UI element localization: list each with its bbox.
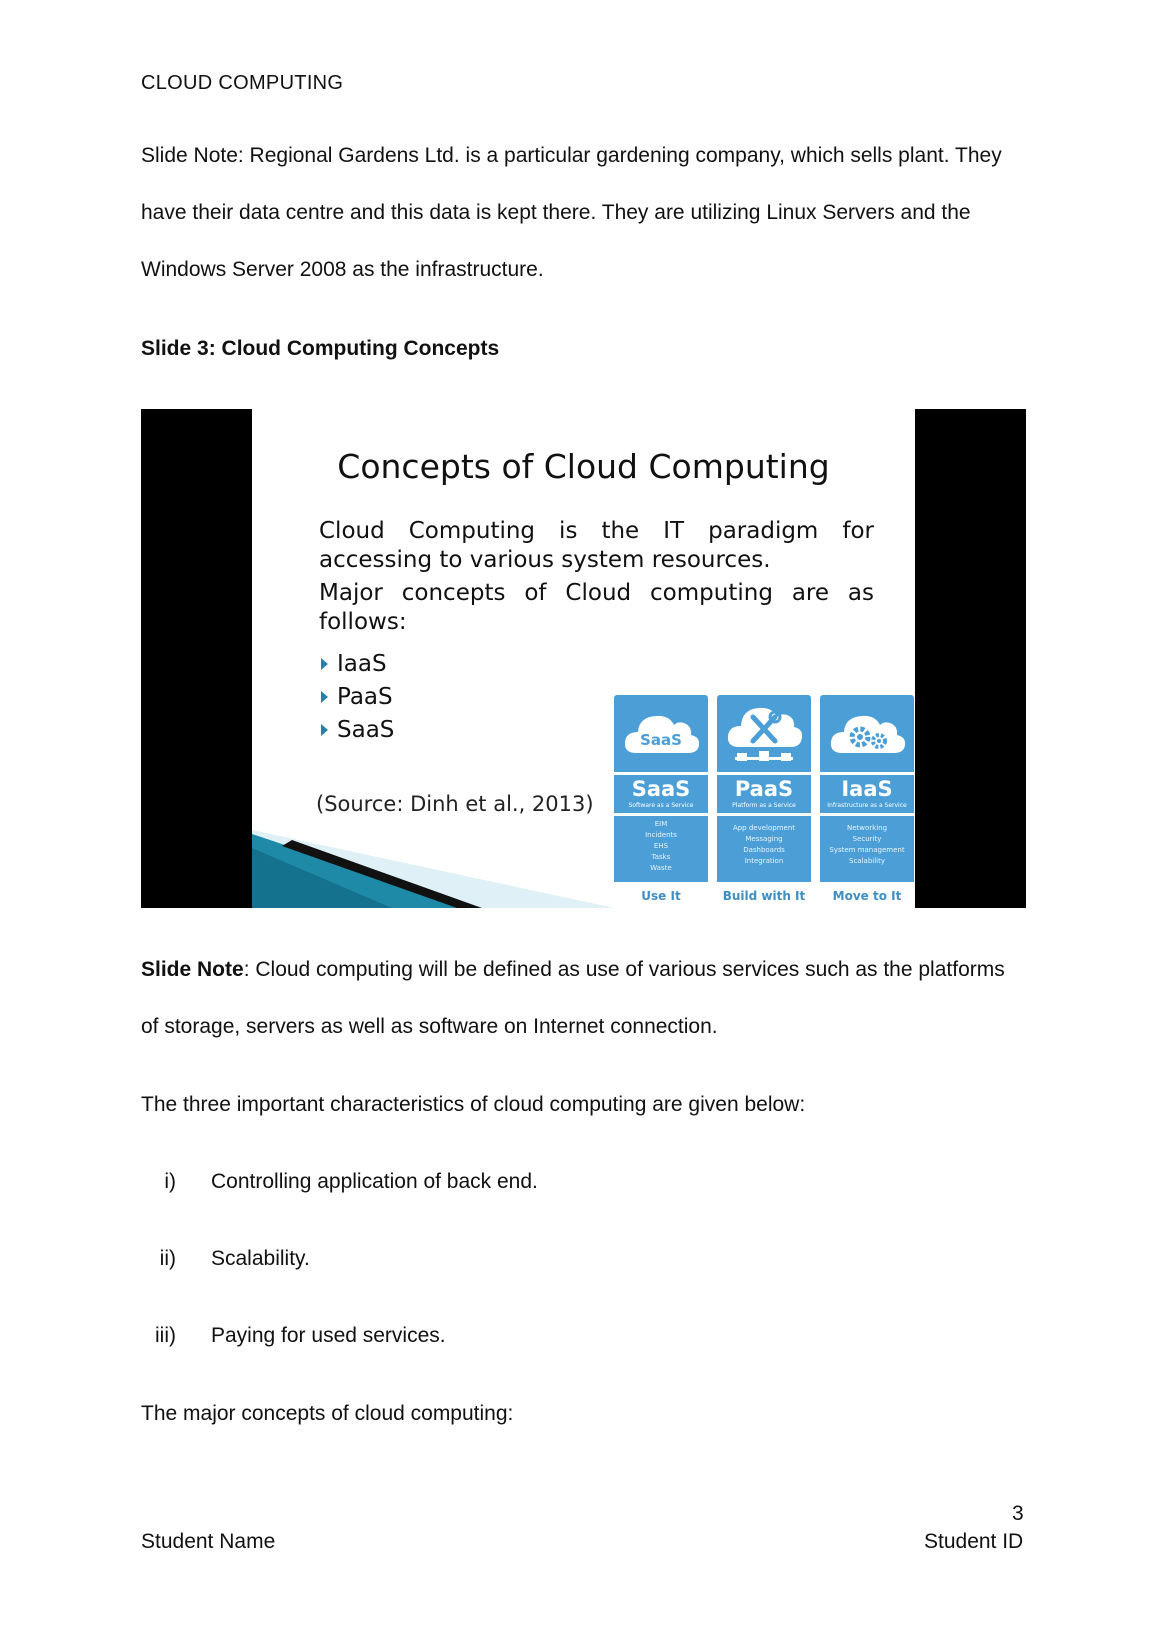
footer-student-id: Student ID <box>924 1530 1024 1553</box>
tile-item: EHS <box>653 842 669 850</box>
service-model-graphic <box>614 695 914 908</box>
tile-saas-name-bar <box>614 775 708 813</box>
tile-item: Scalability <box>849 857 885 865</box>
bullet-arrow-icon <box>321 691 328 703</box>
slide-bullet-list <box>319 647 394 746</box>
slide-bullet <box>319 713 394 746</box>
bullet-arrow-icon <box>321 724 328 736</box>
note2-line-1 <box>141 957 1005 983</box>
tile-iaas-header <box>820 695 914 772</box>
list-item <box>146 1169 538 1195</box>
tile-item: Integration <box>744 857 784 865</box>
slide-body-line-3: Major concepts of Cloud computing are as <box>319 580 874 606</box>
list-item-number: iii) <box>155 1324 176 1347</box>
tile-paas-subtitle: Platform as a Service <box>732 802 796 809</box>
tile-saas-name: SaaS <box>631 777 691 801</box>
slide-bullet-text: IaaS <box>337 650 387 677</box>
tile-item: Dashboards <box>743 846 785 854</box>
tile-item: Security <box>852 835 882 843</box>
tile-iaas-cta: Move to It <box>820 885 914 908</box>
list-item-text: Paying for used services. <box>211 1324 446 1347</box>
note1-line-1: Slide Note: Regional Gardens Ltd. is a particular gardening company, which sells plant. They <box>141 144 1002 167</box>
slide-canvas <box>252 409 915 908</box>
tile-iaas-subtitle: Infrastructure as a Service <box>827 802 907 809</box>
slide-bullet-text: SaaS <box>337 716 395 743</box>
cloud-icon <box>614 695 708 772</box>
tile-paas-name-bar <box>717 775 811 813</box>
note2-line-1-text: : Cloud computing will be defined as use of various services such as the platforms <box>243 958 1005 981</box>
note1-line-3: Windows Server 2008 as the infrastructure. <box>141 258 544 281</box>
tile-iaas-name: IaaS <box>841 777 893 801</box>
tile-saas-subtitle: Software as a Service <box>628 802 694 809</box>
slide-body-line-1: Cloud Computing is the IT paradigm for <box>319 518 874 544</box>
note2-label: Slide Note <box>141 958 244 981</box>
slide-bullet <box>319 680 394 713</box>
tile-iaas <box>820 695 914 908</box>
slide-source: (Source: Dinh et al., 2013) <box>316 792 594 816</box>
tile-iaas-items <box>820 816 914 882</box>
slide-body-line-4: follows: <box>319 609 407 635</box>
list-item-number: i) <box>164 1170 176 1193</box>
list-item <box>146 1246 310 1272</box>
tile-saas <box>614 695 708 908</box>
tile-saas-header <box>614 695 708 772</box>
note1-line-2: have their data centre and this data is kept there. They are utilizing Linux Servers and the <box>141 201 971 224</box>
page-number: 3 <box>1012 1502 1024 1525</box>
footer-student-name: Student Name <box>141 1530 276 1553</box>
slide3-heading: Slide 3: Cloud Computing Concepts <box>141 337 500 360</box>
running-head: CLOUD COMPUTING <box>141 72 344 94</box>
slide-title: Concepts of Cloud Computing <box>337 447 830 486</box>
tile-item: Incidents <box>645 831 677 839</box>
tile-saas-items <box>614 816 708 882</box>
tile-paas <box>717 695 811 908</box>
characteristics-intro: The three important characteristics of cloud computing are given below: <box>141 1093 806 1116</box>
list-item-text: Scalability. <box>211 1247 310 1270</box>
major-concepts-line: The major concepts of cloud computing: <box>141 1402 514 1425</box>
slide-image <box>141 409 1026 908</box>
bullet-arrow-icon <box>321 658 328 670</box>
slide-body <box>319 517 874 637</box>
decorative-swoosh <box>252 828 614 908</box>
tile-item: Tasks <box>651 853 671 861</box>
tile-saas-cta: Use It <box>614 885 708 908</box>
list-item-number: ii) <box>159 1247 176 1270</box>
tile-item: Networking <box>846 824 888 832</box>
tile-paas-name: PaaS <box>734 777 794 801</box>
tile-saas-badge: SaaS <box>640 731 682 749</box>
tile-paas-items <box>717 816 811 882</box>
slide-bullet <box>319 647 394 680</box>
gears-cloud-icon <box>820 695 914 772</box>
tile-paas-header <box>717 695 811 772</box>
tile-item: Messaging <box>745 835 783 843</box>
tile-item: System management <box>829 846 905 854</box>
slide-bullet-text: PaaS <box>337 683 393 710</box>
tile-iaas-name-bar <box>820 775 914 813</box>
tile-item: App development <box>732 824 796 832</box>
slide-body-line-2: accessing to various system resources. <box>319 547 771 573</box>
tile-item: Waste <box>650 864 672 872</box>
tile-item: EIM <box>654 820 668 828</box>
list-item-text: Controlling application of back end. <box>211 1170 538 1193</box>
tools-cloud-icon <box>717 695 811 772</box>
note2-line-2: of storage, servers as well as software on Internet connection. <box>141 1015 718 1038</box>
tile-paas-cta: Build with It <box>717 885 811 908</box>
list-item <box>146 1323 446 1349</box>
